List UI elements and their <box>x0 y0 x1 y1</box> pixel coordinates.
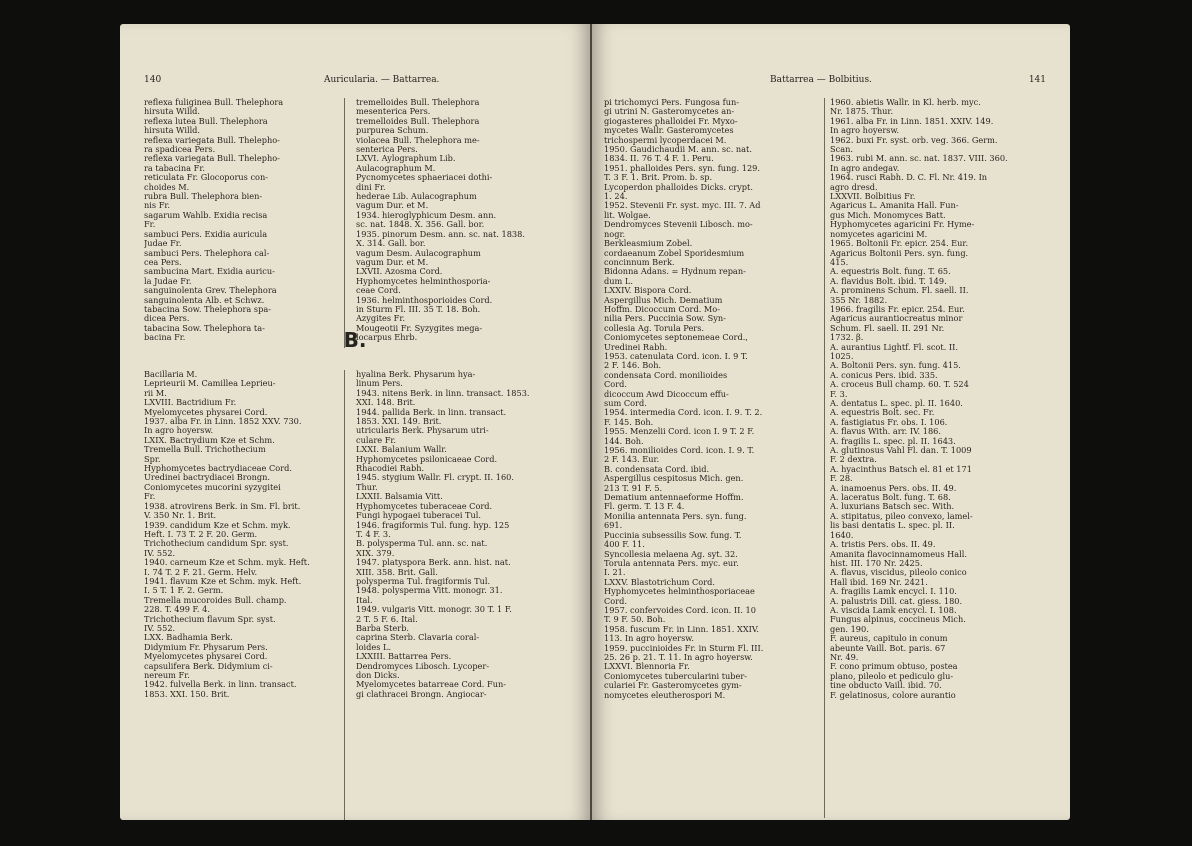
text-line: 1952. Stevenii Fr. syst. myc. III. 7. Ad <box>604 200 761 211</box>
text-line: ceae Cord. <box>356 285 401 296</box>
text-line: A. flavidus Bolt. ibid. T. 149. <box>830 275 947 286</box>
text-line: Barba Sterb. <box>356 622 410 633</box>
left-page-number: 140 <box>144 75 162 85</box>
text-line: Berkleasmium Zobel. <box>604 238 693 249</box>
text-line: sum Cord. <box>604 398 647 408</box>
text-line: Nr. 49. <box>830 651 859 662</box>
text-line: Didymium Fr. Physarum Pers. <box>144 641 268 652</box>
text-line: XIII. 358. Brit. Gall. <box>356 566 438 577</box>
text-line: reflexa lutea Bull. Thelephora <box>144 115 268 126</box>
text-line: 2 T. 5 F. 6. Ital. <box>356 613 418 624</box>
text-line: I. 21. <box>604 567 626 578</box>
text-line: locarpus Ehrb. <box>356 332 418 343</box>
text-line: A. tristis Pers. obs. II. 49. <box>830 539 936 550</box>
right-running-head: Battarrea — Bolbitius. <box>770 75 872 85</box>
text-line: A. palustris Dill. cat. giess. 180. <box>830 595 963 606</box>
text-line: Hyphomycetes bactrydiaceae Cord. <box>144 463 292 474</box>
text-line: Amanita flavocinnamomeus Hall. <box>830 548 967 559</box>
text-line: reflexa fuliginea Bull. Thelephora <box>144 98 284 107</box>
text-line: Tremella mucoroides Bull. champ. <box>144 594 287 605</box>
text-line: condensata Cord. monilioides <box>604 369 728 380</box>
text-line: vagum Desm. Aulacographum <box>356 247 481 258</box>
text-line: linum Pers. <box>356 378 403 389</box>
text-line: 1936. helminthosporioides Cord. <box>356 294 493 305</box>
text-line: culare Fr. <box>356 434 397 445</box>
text-line: dicea Pers. <box>144 313 190 324</box>
text-line: 1961. alba Fr. in Linn. 1851. XXIV. 149. <box>830 115 994 126</box>
text-line: 1959. puccinioides Fr. in Sturm Fl. III. <box>604 642 764 653</box>
text-line: In agro hoyersw. <box>144 425 214 436</box>
section-letter: B. <box>343 328 367 352</box>
text-line: nereum Fr. <box>144 670 190 680</box>
text-line: LXXVII. Bolbitius Fr. <box>830 191 916 202</box>
text-line: Dendromyces Stevenii Libosch. mo- <box>604 219 753 230</box>
text-line: 1966. fragilis Fr. epicr. 254. Eur. <box>830 303 965 314</box>
left-column-bottom-right <box>356 370 576 820</box>
text-line: LXXVI. Blennoria Fr. <box>604 661 690 672</box>
text-line: mycetes Wallr. Gasteromycetes <box>604 125 734 136</box>
text-line: B. condensata Cord. ibid. <box>604 463 710 474</box>
text-line: A. flavus With. arr. IV. 186. <box>830 426 941 437</box>
right-column-left <box>604 98 824 818</box>
text-line: Leprieurii M. Camillea Leprieu- <box>144 378 276 389</box>
text-line: LXXIV. Bispora Cord. <box>604 285 692 296</box>
text-line: IV. 552. <box>144 622 176 633</box>
text-line: reflexa variegata Bull. Thelepho- <box>144 153 280 164</box>
text-line: 1953. catenulata Cord. icon. I. 9 T. <box>604 350 748 361</box>
text-line: Puccinia subsessilis Sow. fung. T. <box>604 529 742 540</box>
text-line: Aspergillus cespitosus Mich. gen. <box>604 473 744 484</box>
text-line: 1937. alba Fr. in Linn. 1852 XXV. 730. <box>144 416 302 427</box>
text-line: Spr. <box>144 453 161 464</box>
column-rule <box>344 370 345 820</box>
text-line: Bidonna Adans. = Hydnum repan- <box>604 266 746 277</box>
text-line: 144. Boh. <box>604 435 644 446</box>
text-line: nomycetes agaricini M. <box>830 228 928 239</box>
text-line: A. glutinosus Vahl Fl. dan. T. 1009 <box>830 445 972 456</box>
text-line: gen. 190. <box>830 623 869 634</box>
text-line: 113. In agro hoyersw. <box>604 633 694 644</box>
text-line: 1963. rubi M. ann. sc. nat. 1837. VIII. 360. <box>830 153 1008 164</box>
text-line: Hyphomycetes agaricini Fr. Hyme- <box>830 219 975 230</box>
left-running-head: Auricularia. — Battarrea. <box>324 75 440 85</box>
text-line: 213 T. 91 F. 5. <box>604 482 663 493</box>
text-line: dum L. <box>604 275 633 286</box>
text-line: Lycoperdon phalloides Dicks. crypt. <box>604 181 753 192</box>
text-line: A. Boltonii Pers. syn. fung. 415. <box>830 360 961 371</box>
text-line: A. flavus, viscidus, pileolo conico <box>830 567 967 578</box>
text-line: 1951. phalloides Pers. syn. fung. 129. <box>604 162 760 173</box>
text-line: abeunte Vaill. Bot. paris. 67 <box>830 642 946 653</box>
text-line: Fungi hypogaei tuberacei Tul. <box>356 510 481 521</box>
text-line: 1950. Gaudichaudii M. ann. sc. nat. <box>604 144 752 155</box>
text-line: A. conicus Pers. ibid. 335. <box>830 369 938 380</box>
text-line: T. 4 F. 3. <box>356 528 391 539</box>
text-line: 1934. hieroglyphicum Desm. ann. <box>356 209 497 220</box>
text-line: ra spadicea Pers. <box>144 144 216 155</box>
text-line: hirsuta Willd. <box>144 106 201 117</box>
text-line: 1941. flavum Kze et Schm. myk. Heft. <box>144 575 302 586</box>
column-rule <box>824 98 825 818</box>
text-line: A. stipitatus, pileo convexo, lamel- <box>830 510 973 521</box>
text-line: Fl. germ. T. 13 F. 4. <box>604 501 685 512</box>
text-line: 1945. stygium Wallr. Fl. crypt. II. 160. <box>356 472 514 483</box>
text-line: sambuci Pers. Thelephora cal- <box>144 247 270 258</box>
text-line: Coniomycetes septonemeae Cord., <box>604 332 748 343</box>
text-line: vagum Dur. et M. <box>356 200 429 211</box>
text-line: 400 F. 11. <box>604 539 645 550</box>
column-rule <box>344 98 345 348</box>
left-column-bottom-left <box>144 370 360 820</box>
text-line: Cord. <box>604 595 627 606</box>
text-line: A. fragilis L. spec. pl. II. 1643. <box>830 435 956 446</box>
text-line: utricularis Berk. Physarum utri- <box>356 425 489 436</box>
text-line: T. 3 F. 1. Brit. Prom. b. sp. <box>604 172 713 183</box>
text-line: F. aureus, capitulo in conum <box>830 633 948 644</box>
text-line: 1960. abietis Wallr. in Kl. herb. myc. <box>830 98 981 107</box>
text-line: cea Pers. <box>144 256 182 267</box>
text-line: 2 F. 143. Eur. <box>604 454 660 465</box>
text-line: tremelloides Bull. Thelephora <box>356 98 480 107</box>
text-line: Myelomycetes physarei Cord. <box>144 406 268 417</box>
text-line: Hall ibid. 169 Nr. 2421. <box>830 576 928 587</box>
left-page-header <box>144 76 572 90</box>
text-line: 1958. fuscum Fr. in Linn. 1851. XXIV. <box>604 623 759 634</box>
text-line: I. 5 T. 1 F. 2. Germ. <box>144 585 224 596</box>
text-line: 1942. fulvella Berk. in linn. transact. <box>144 679 297 690</box>
text-line: X. 314. Gall. bor. <box>356 238 426 249</box>
text-line: tine obducto Vaill. ibid. 70. <box>830 680 942 691</box>
text-line: XXI. 148. Brit. <box>356 397 416 408</box>
text-line: hederae Lib. Aulacographum <box>356 191 477 202</box>
text-line: dicoccum Awd Dicoccum effu- <box>604 388 729 399</box>
right-page <box>592 24 1070 820</box>
text-line: LXXIII. Battarrea Pers. <box>356 651 452 662</box>
text-line: LXVI. Aylographum Lib. <box>356 153 456 164</box>
text-line: Heft. I. 73 T. 2 F. 20. Germ. <box>144 528 258 539</box>
text-line: Hyphomycetes helminthosporiaceae <box>604 586 755 597</box>
text-line: Syncollesia melaena Ag. syt. 32. <box>604 548 738 559</box>
text-line: agro dresd. <box>830 181 878 192</box>
text-line: senterica Pers. <box>356 144 418 155</box>
text-line: Fr. <box>144 491 156 502</box>
text-line: rubra Bull. Thelephora bien- <box>144 191 263 202</box>
text-line: Ital. <box>356 594 373 605</box>
text-line: reticulata Fr. Glocoporus con- <box>144 172 269 183</box>
text-line: purpurea Schum. <box>356 125 429 136</box>
text-line: A. fastigiatus Fr. obs. I. 106. <box>830 416 948 427</box>
text-line: sanguinolenta Alb. et Schwz. <box>144 294 265 305</box>
text-line: Nr. 1875. Thur. <box>830 106 894 117</box>
text-line: 1944. pallida Berk. in linn. transact. <box>356 406 507 417</box>
text-line: Torula antennata Pers. myc. eur. <box>604 557 739 568</box>
text-line: nis Fr. <box>144 200 170 211</box>
text-line: capsulifera Berk. Didymium ci- <box>144 660 273 671</box>
text-line: V. 350 Nr. 1. Brit. <box>144 510 217 521</box>
text-line: plano, pileolo et pediculo glu- <box>830 670 954 681</box>
text-line: violacea Bull. Thelephora me- <box>356 134 480 145</box>
text-line: LXXI. Balanium Wallr. <box>356 444 447 455</box>
text-line: bacina Fr. <box>144 332 186 343</box>
text-line: giogasteres phalloidei Fr. Myxo- <box>604 115 738 126</box>
text-line: 1962. buxi Fr. syst. orb. veg. 366. Germ. <box>830 134 998 145</box>
text-line: gi clathracei Brongn. Angiocar- <box>356 688 487 699</box>
text-line: Hyphomycetes tuberaceae Cord. <box>356 500 493 511</box>
text-line: sambucina Mart. Exidia auricu- <box>144 266 275 277</box>
text-line: sc. nat. 1848. X. 356. Gall. bor. <box>356 219 485 230</box>
text-line: Agaricus L. Amanita Hall. Fun- <box>830 200 959 211</box>
text-line: Monilia antennata Pers. syn. fung. <box>604 510 747 521</box>
text-line: 1948. polysperma Vitt. monogr. 31. <box>356 585 503 596</box>
text-line: LXIX. Bactrydium Kze et Schm. <box>144 434 275 445</box>
text-line: In agro hoyersw. <box>830 125 900 136</box>
text-line: Fr. <box>144 219 156 230</box>
text-line: A. dentatus L. spec. pl. II. 1640. <box>830 398 963 408</box>
text-line: A. equestris Bolt. sec. Fr. <box>830 407 935 418</box>
text-line: sanguinolenta Grev. Thelephora <box>144 285 277 296</box>
text-line: Thur. <box>356 481 378 492</box>
text-line: F. cono primum obtuso, postea <box>830 661 958 672</box>
text-line: LXVIII. Bactridium Fr. <box>144 397 237 408</box>
text-line: I. 74 T. 2 F. 21. Germ. Helv. <box>144 566 258 577</box>
text-line: 1025. <box>830 350 854 361</box>
text-line: F. 3. <box>830 388 848 399</box>
text-line: LXX. Badhamia Berk. <box>144 632 233 643</box>
text-line: Aulacographum M. <box>356 162 436 173</box>
text-line: Mougeotii Fr. Syzygites mega- <box>356 322 483 333</box>
text-line: A. equestris Bolt. fung. T. 65. <box>830 266 951 277</box>
text-line: 1957. confervoides Cord. icon. II. 10 <box>604 604 756 615</box>
text-line: 228. T. 499 F. 4. <box>144 604 210 615</box>
text-line: 1956. monilioides Cord. icon. I. 9. T. <box>604 445 755 456</box>
text-line: A. inamoenus Pers. obs. II. 49. <box>830 482 957 493</box>
text-line: F. gelatinosus, colore aurantio <box>830 689 956 700</box>
text-line: 25. 26 p. 21. T. 11. In agro hoyersw. <box>604 651 753 662</box>
text-line: Cord. <box>604 379 627 390</box>
text-line: vagum Dur. et M. <box>356 256 429 267</box>
text-line: Hoffm. Dicoccum Cord. Mo- <box>604 303 720 314</box>
text-line: Aspergillus Mich. Dematium <box>604 294 723 305</box>
text-line: T. 9 F. 50. Boh. <box>604 614 666 625</box>
text-line: 691. <box>604 520 623 531</box>
text-line: lis basi dentatis L. spec. pl. II. <box>830 520 955 531</box>
text-line: 1943. nitens Berk. in linn. transact. 1853. <box>356 387 530 398</box>
text-line: F. 2 dextra. <box>830 454 877 465</box>
text-line: polysperma Tul. fragiformis Tul. <box>356 575 491 586</box>
text-line: A. prominens Schum. Fl. saell. II. <box>830 285 969 296</box>
text-line: don Dicks. <box>356 670 400 680</box>
text-line: Uredinei bactrydiacei Brongn. <box>144 472 271 483</box>
text-line: LXVII. Azosma Cord. <box>356 266 443 277</box>
text-line: Myelomycetes physarei Cord. <box>144 651 268 662</box>
text-line: LXXII. Balsamia Vitt. <box>356 491 443 502</box>
text-line: Trichothecium flavum Spr. syst. <box>144 613 276 624</box>
text-line: Agaricus Boltonii Pers. syn. fung. <box>830 247 969 258</box>
text-line: 1834. II. 76 T. 4 F. 1. Peru. <box>604 153 714 164</box>
text-line: Schum. Fl. saell. II. 291 Nr. <box>830 322 945 333</box>
text-line: trichospermi lycoperdacei M. <box>604 134 727 145</box>
text-line: Coniomycetes tubercularini tuber- <box>604 670 748 681</box>
text-line: rii M. <box>144 387 167 398</box>
left-page <box>120 24 590 820</box>
text-line: 415. <box>830 256 849 267</box>
text-line: lit. Wolgae. <box>604 209 651 220</box>
text-line: 1940. carneum Kze et Schm. myk. Heft. <box>144 557 310 568</box>
right-page-header <box>610 76 1046 90</box>
text-line: la Judae Fr. <box>144 275 192 286</box>
text-line: 1732. β. <box>830 332 864 343</box>
text-line: cordaeanum Zobel Sporidesmium <box>604 247 745 258</box>
text-line: 1640. <box>830 529 854 540</box>
text-line: 2 F. 146. Boh. <box>604 360 662 371</box>
text-line: B. polysperma Tul. ann. sc. nat. <box>356 538 488 549</box>
text-line: 1853. XXI. 150. Brit. <box>144 688 230 699</box>
text-line: tremelloides Bull. Thelephora <box>356 115 480 126</box>
text-line: concinnum Berk. <box>604 256 675 267</box>
text-line: 1853. XXI. 149. Brit. <box>356 416 442 427</box>
text-line: Dendromyces Libosch. Lycoper- <box>356 660 490 671</box>
text-line: Judae Fr. <box>144 238 182 249</box>
right-page-number: 141 <box>1028 75 1046 85</box>
text-line: Scan. <box>830 144 853 155</box>
text-line: Hyphomycetes helminthosporia- <box>356 275 491 286</box>
text-line: A. aurantius Lightf. Fl. scot. II. <box>830 341 958 352</box>
text-line: A. hyacinthus Batsch el. 81 et 171 <box>830 463 972 474</box>
text-line: Pycnomycetes sphaeriacei dothi- <box>356 172 493 183</box>
text-line: 1947. platyspora Berk. ann. hist. nat. <box>356 557 511 568</box>
text-line: in Sturm Fl. III. 35 T. 18. Boh. <box>356 303 481 314</box>
text-line: 1964. rusci Rabh. D. C. Fl. Nr. 419. In <box>830 172 988 183</box>
text-line: loides L. <box>356 641 392 652</box>
text-line: Tremella Bull. Trichothecium <box>144 444 266 455</box>
text-line: tabacina Sow. Thelephora ta- <box>144 322 265 333</box>
text-line: A. viscida Lamk encycl. I. 108. <box>830 604 957 615</box>
left-column-top-right <box>356 98 576 348</box>
text-line: nilia Pers. Puccinia Sow. Syn- <box>604 313 726 324</box>
text-line: Azygites Fr. <box>356 313 405 324</box>
text-line: LXXV. Blastotrichum Cord. <box>604 576 715 587</box>
text-line: gi utrini N. Gasteromycetes an- <box>604 106 735 117</box>
text-line: IV. 552. <box>144 547 176 558</box>
text-line: 1938. atrovirens Berk. in Sm. Fl. brit. <box>144 500 301 511</box>
text-line: A. croceus Bull champ. 60. T. 524 <box>830 379 969 390</box>
text-line: 355 Nr. 1882. <box>830 294 888 305</box>
text-line: 1949. vulgaris Vitt. monogr. 30 T. 1 F. <box>356 604 512 615</box>
text-line: F. 28. <box>830 473 853 484</box>
text-line: hyalina Berk. Physarum hya- <box>356 370 476 379</box>
text-line: hirsuta Willd. <box>144 125 201 136</box>
text-line: Agaricus aurantiocreatus minor <box>830 313 963 324</box>
text-line: tabacina Sow. Thelephora spa- <box>144 303 272 314</box>
text-line: dini Fr. <box>356 181 386 192</box>
text-line: 1955. Menzelii Cord. icon I. 9 T. 2 F. <box>604 426 755 437</box>
text-line: 1935. pinorum Desm. ann. sc. nat. 1838. <box>356 228 525 239</box>
text-line: A. fragilis Lamk encycl. I. 110. <box>830 586 957 597</box>
text-line: collesia Ag. Torula Pers. <box>604 322 705 333</box>
text-line: 1939. candidum Kze et Schm. myk. <box>144 519 291 530</box>
text-line: In agro andegav. <box>830 162 900 173</box>
text-line: 1. 24. <box>604 191 628 202</box>
text-line: Bacillaria M. <box>144 370 198 379</box>
text-line: nogr. <box>604 228 626 239</box>
left-column-top-left <box>144 98 360 348</box>
right-column-right <box>830 98 1060 818</box>
text-line: choides M. <box>144 181 190 192</box>
text-line: Coniomycetes mucorini syzygitei <box>144 481 281 492</box>
text-line: ra tabacina Fr. <box>144 162 205 173</box>
text-line: pi trichomyci Pers. Fungosa fun- <box>604 98 740 107</box>
text-line: Rhacodiei Rabh. <box>356 463 425 474</box>
text-line: Hyphomycetes psilonicaeae Cord. <box>356 453 498 464</box>
text-line: sagarum Wahlb. Exidia recisa <box>144 209 268 220</box>
text-line: caprina Sterb. Clavaria coral- <box>356 632 480 643</box>
text-line: Dematium antennaeforme Hoffm. <box>604 492 744 503</box>
text-line: XIX. 379. <box>356 547 395 558</box>
text-line: A. laceratus Bolt. fung. T. 68. <box>830 492 951 503</box>
text-line: Uredinei Rabh. <box>604 341 668 352</box>
text-line: culariei Fr. Gasteromycetes gym- <box>604 680 742 691</box>
text-line: F. 145. Boh. <box>604 416 654 427</box>
text-line: gus Mich. Monomyces Batt. <box>830 209 946 220</box>
text-line: 1965. Boltonii Fr. epicr. 254. Eur. <box>830 238 969 249</box>
text-line: Myelomycetes batarreae Cord. Fun- <box>356 679 507 690</box>
text-line: Fungus alpinus, coccineus Mich. <box>830 614 966 625</box>
text-line: mesenterica Pers. <box>356 106 431 117</box>
text-line: 1946. fragiformis Tul. fung. hyp. 125 <box>356 519 510 530</box>
text-line: sambuci Pers. Exidia auricula <box>144 228 268 239</box>
text-line: A. luxurians Batsch sec. With. <box>830 501 955 512</box>
text-line: 1954. intermedia Cord. icon. I. 9. T. 2. <box>604 407 763 418</box>
text-line: Trichothecium candidum Spr. syst. <box>144 538 289 549</box>
text-line: hist. III. 170 Nr. 2425. <box>830 557 923 568</box>
text-line: nomycetes eleutherospori M. <box>604 689 726 700</box>
text-line: reflexa variegata Bull. Thelepho- <box>144 134 280 145</box>
